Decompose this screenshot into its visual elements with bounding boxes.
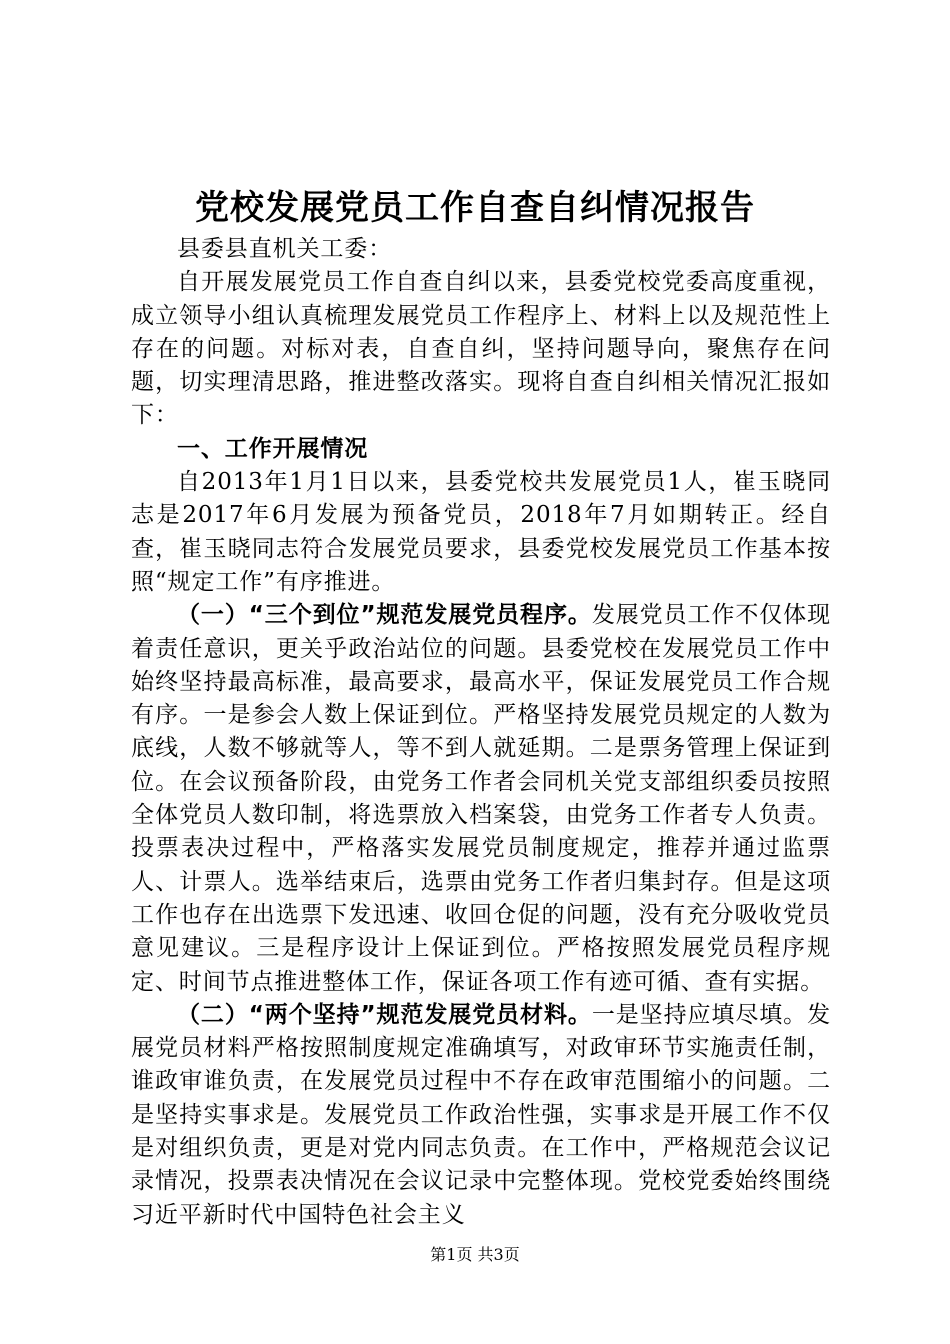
section-heading-1: 一、工作开展情况 <box>177 435 369 462</box>
page-footer: 第1页 共3页 <box>430 1245 520 1264</box>
item-1-paragraph <box>131 599 831 999</box>
section-1-paragraph: 自2013年1月1日以来，县委党校共发展党员1人，崔玉晓同志是2017年6月发展为预备党员，2018年7月如期转正。经自查，崔玉晓同志符合发展党员要求，县委党校发展党员工作基本按照“规定工作”有序推进。 <box>131 469 831 595</box>
item-2-lead: （二）“两个坚持”规范发展党员材料。 <box>177 1001 592 1028</box>
item-1-lead: （一）“三个到位”规范发展党员程序。 <box>177 602 592 629</box>
intro-paragraph: 自开展发展党员工作自查自纠以来，县委党校党委高度重视，成立领导小组认真梳理发展党员工作程序上、材料上以及规范性上存在的问题。对标对表，自查自纠，坚持问题导向，聚焦存在问题，切实理清思路，推进整改落实。现将自查自纠相关情况汇报如下： <box>131 269 831 429</box>
salutation: 县委县直机关工委： <box>177 236 393 262</box>
item-2-paragraph <box>131 999 831 1232</box>
document-body <box>131 233 831 1232</box>
item-1-text: 发展党员工作不仅体现着责任意识，更关乎政治站位的问题。县委党校在发展党员工作中始终坚持最高标准，最高要求，最高水平，保证发展党员工作合规有序。一是参会人数上保证到位。严格坚持发展党员规定的人数为底线，人数不够就等人，等不到人就延期。二是票务管理上保证到位。在会议预备阶段，由党务工作者会同机关党支部组织委员按照全体党员人数印制，将选票放入档案袋，由党务工作者专人负责。投票表决过程中，严格落实发展党员制度规定，推荐并通过监票人、计票人。选举结束后，选票由党务工作者归集封存。但是这项工作也存在出选票下发迅速、收回仓促的问题，没有充分吸收党员意见建议。三是程序设计上保证到位。严格按照发展党员程序规定、时间节点推进整体工作，保证各项工作有迹可循、查有实据。 <box>131 602 832 995</box>
item-2-text: 一是坚持应填尽填。发展党员材料严格按照制度规定准确填写，对政审环节实施责任制，谁政审谁负责，在发展党员过程中不存在政审范围缩小的问题。二是坚持实事求是。发展党员工作政治性强，实事求是开展工作不仅是对组织负责，更是对党内同志负责。在工作中，严格规范会议记录情况，投票表决情况在会议记录中完整体现。党校党委始终围绕习近平新时代中国特色社会主义 <box>131 1001 832 1228</box>
document-title: 党校发展党员工作自查自纠情况报告 <box>195 188 755 228</box>
